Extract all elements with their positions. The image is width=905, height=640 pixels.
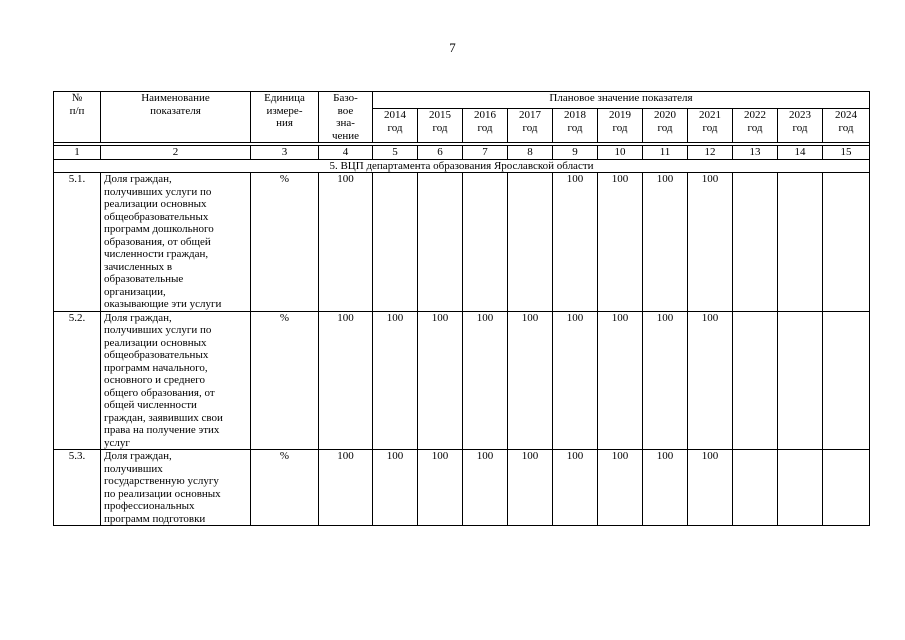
row-value: 100	[643, 311, 688, 450]
column-number: 3	[251, 146, 319, 160]
row-value	[508, 173, 553, 312]
row-value: 100	[373, 450, 418, 526]
column-number: 5	[373, 146, 418, 160]
column-number: 4	[319, 146, 373, 160]
row-name: Доля граждан, получивших государственную услугу по реализации основных профессиональных программ подготовки	[101, 450, 251, 526]
row-value: 100	[508, 450, 553, 526]
column-number: 15	[823, 146, 870, 160]
row-value	[823, 311, 870, 450]
table-row	[54, 311, 870, 450]
row-value: 100	[688, 173, 733, 312]
row-value: 100	[553, 450, 598, 526]
row-value: 100	[418, 450, 463, 526]
row-value: 100	[553, 311, 598, 450]
page-number: 7	[449, 40, 456, 55]
column-number: 11	[643, 146, 688, 160]
column-number: 1	[54, 146, 101, 160]
row-base: 100	[319, 173, 373, 312]
column-number: 9	[553, 146, 598, 160]
table-row	[54, 450, 870, 526]
header-year: 2016 год	[463, 109, 508, 143]
row-value: 100	[598, 450, 643, 526]
column-number: 8	[508, 146, 553, 160]
row-value: 100	[688, 311, 733, 450]
row-value	[733, 450, 778, 526]
header-year: 2020 год	[643, 109, 688, 143]
header-name: Наименование показателя	[101, 92, 251, 143]
column-number: 7	[463, 146, 508, 160]
row-unit: %	[251, 173, 319, 312]
column-number: 13	[733, 146, 778, 160]
row-value: 100	[598, 311, 643, 450]
section-row	[54, 159, 870, 173]
row-value	[778, 450, 823, 526]
row-base: 100	[319, 450, 373, 526]
header-year: 2022 год	[733, 109, 778, 143]
row-value	[418, 173, 463, 312]
row-value: 100	[643, 450, 688, 526]
header-year: 2021 год	[688, 109, 733, 143]
row-value	[733, 311, 778, 450]
header-row	[54, 92, 870, 109]
row-value	[823, 173, 870, 312]
header-unit: Единица измере- ния	[251, 92, 319, 143]
header-base: Базо- вое зна- чение	[319, 92, 373, 143]
column-number: 2	[101, 146, 251, 160]
header-year: 2018 год	[553, 109, 598, 143]
row-value: 100	[463, 311, 508, 450]
row-base: 100	[319, 311, 373, 450]
header-year: 2019 год	[598, 109, 643, 143]
header-year: 2014 год	[373, 109, 418, 143]
row-value	[463, 173, 508, 312]
row-name: Доля граждан, получивших услуги по реализации основных общеобразовательных программ начального, основного и среднего общего образования, от общей численности граждан, заявивших свои права на получение этих услуг	[101, 311, 251, 450]
header-year: 2024 год	[823, 109, 870, 143]
row-value: 100	[463, 450, 508, 526]
row-unit: %	[251, 311, 319, 450]
row-value	[778, 173, 823, 312]
header-year: 2017 год	[508, 109, 553, 143]
section-title: 5. ВЦП департамента образования Ярославской области	[54, 159, 870, 173]
column-number: 12	[688, 146, 733, 160]
row-value	[823, 450, 870, 526]
column-number: 14	[778, 146, 823, 160]
row-value: 100	[643, 173, 688, 312]
row-value: 100	[373, 311, 418, 450]
header-year: 2023 год	[778, 109, 823, 143]
row-unit: %	[251, 450, 319, 526]
row-value: 100	[688, 450, 733, 526]
row-value: 100	[418, 311, 463, 450]
header-num: № п/п	[54, 92, 101, 143]
table-row	[54, 173, 870, 312]
indicators-table	[53, 91, 870, 526]
row-num: 5.3.	[54, 450, 101, 526]
header-year: 2015 год	[418, 109, 463, 143]
row-value	[733, 173, 778, 312]
row-value	[778, 311, 823, 450]
row-value: 100	[553, 173, 598, 312]
row-num: 5.2.	[54, 311, 101, 450]
row-value	[373, 173, 418, 312]
row-value: 100	[508, 311, 553, 450]
row-name: Доля граждан, получивших услуги по реализации основных общеобразовательных программ дошкольного образования, от общей численности граждан, зачисленных в образовательные организации, оказывающие эти услуги	[101, 173, 251, 312]
column-number: 6	[418, 146, 463, 160]
row-num: 5.1.	[54, 173, 101, 312]
column-number: 10	[598, 146, 643, 160]
row-value: 100	[598, 173, 643, 312]
column-numbers-row	[54, 146, 870, 160]
header-planned: Плановое значение показателя	[373, 92, 870, 109]
